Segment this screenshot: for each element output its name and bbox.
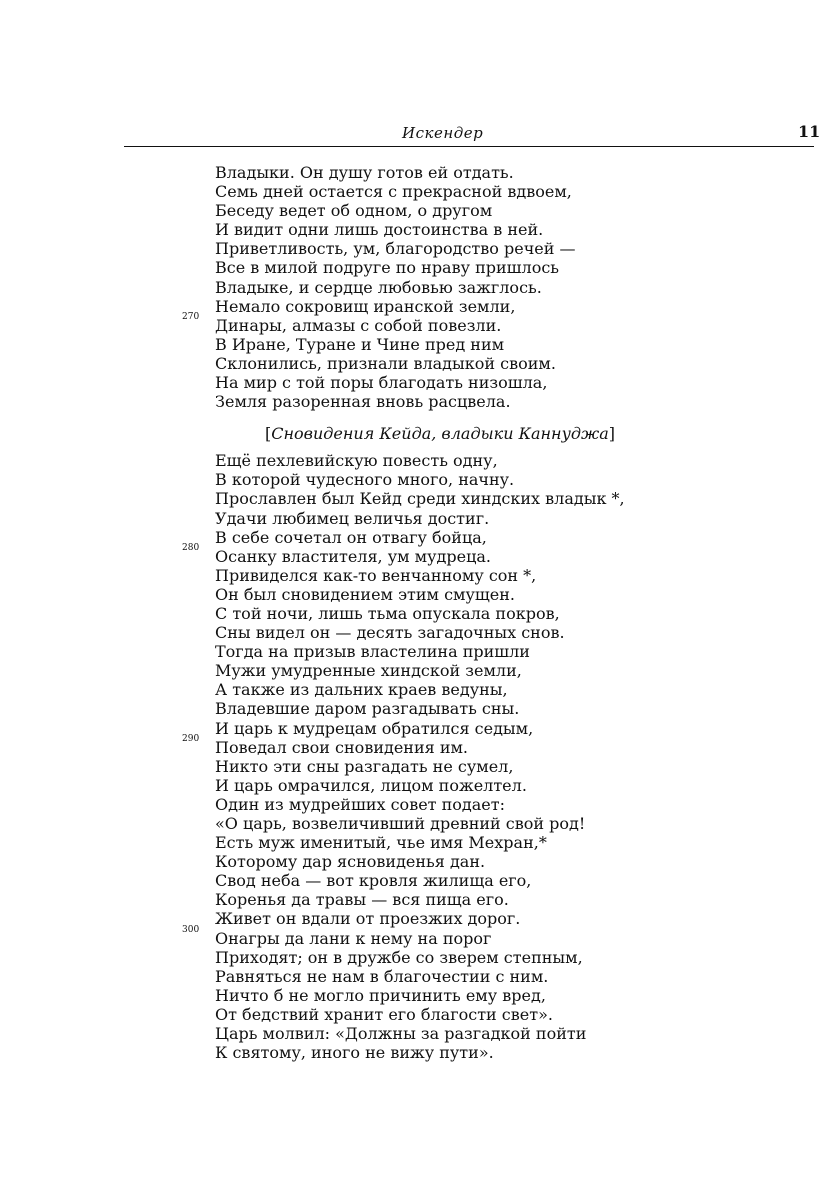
section-heading [215, 411, 775, 451]
verse-line [215, 373, 775, 392]
verse-line [215, 220, 775, 239]
verse-text: Владыки. Он душу готов ей отдать. [215, 163, 514, 182]
line-number: 300 [182, 924, 200, 935]
verse-line [182, 542, 775, 566]
verse-line [215, 335, 775, 354]
verse-line [215, 909, 775, 928]
verse-text: Осанку властителя, ум мудреца. [215, 546, 491, 566]
line-number: 280 [182, 542, 200, 553]
verse-line [215, 890, 775, 909]
verse-line [215, 986, 775, 1005]
header-rule [124, 146, 814, 147]
verse-text: Динары, алмазы с собой повезли. [215, 315, 502, 335]
section-heading-close-bracket: ] [608, 424, 615, 444]
stanza-1 [182, 163, 775, 412]
section-heading-text: Сновидения Кейда, владыки Каннуджа [271, 424, 609, 444]
verse-text: В которой чудесного много, начну. [215, 470, 515, 490]
verse-line [215, 795, 775, 814]
verse-line [215, 258, 775, 277]
verse-text: Никто эти сны разгадать не сумел, [215, 756, 514, 776]
verse-line [215, 623, 775, 642]
verse-text: И видит одни лишь достоинства в ней. [215, 220, 544, 240]
verse-text: Мужи умудренные хиндской земли, [215, 661, 522, 681]
verse-line [215, 1005, 775, 1024]
verse-line [215, 776, 775, 795]
verse-text: Земля разоренная вновь расцвела. [215, 392, 511, 412]
section-heading-open-bracket: [ [265, 424, 272, 444]
running-header-title: Искендер [402, 124, 484, 142]
verse-line [215, 757, 775, 776]
verse-text: Царь молвил: «Должны за разгадкой пойти [215, 1024, 587, 1044]
verse-text: Владевшие даром разгадывать сны. [215, 699, 520, 719]
verse-text: Он был сновидением этим смущен. [215, 584, 515, 604]
verse-text: Семь дней остается с прекрасной вдвоем, [215, 182, 572, 202]
verse-text: «О царь, возвеличивший древний свой род! [215, 814, 586, 833]
verse-text: Все в милой подруге по нраву пришлось [215, 258, 560, 278]
verse-line [215, 354, 775, 373]
verse-line [215, 163, 775, 182]
verse-text: Беседу ведет об одном, о другом [215, 201, 493, 221]
verse-text: Равняться не нам в благочестии с ним. [215, 966, 549, 986]
verse-line [215, 1024, 775, 1043]
verse-text: Удачи любимец величья достиг. [215, 508, 490, 528]
poem-text [182, 163, 775, 1063]
page-number: 11 [798, 122, 821, 141]
verse-text: Ничто б не могло причинить ему вред, [215, 985, 546, 1005]
verse-line [215, 470, 775, 489]
verse-line [182, 733, 775, 757]
verse-line [215, 509, 775, 528]
verse-line [215, 642, 775, 661]
verse-text: Ещё пехлевийскую повесть одну, [215, 451, 498, 471]
verse-line [215, 239, 775, 258]
line-number: 270 [182, 311, 200, 322]
line-number: 290 [182, 733, 200, 744]
verse-text: С той ночи, лишь тьма опускала покров, [215, 603, 560, 623]
verse-line [182, 924, 775, 948]
verse-line [215, 661, 775, 680]
verse-line [215, 948, 775, 967]
verse-text: От бедствий хранит его благости свет». [215, 1004, 553, 1024]
verse-text: На мир с той поры благодать низошла, [215, 373, 548, 393]
verse-text: Приходят; он в дружбе со зверем степным, [215, 947, 583, 967]
verse-text: А также из дальних краев ведуны, [215, 680, 508, 700]
verse-line [215, 566, 775, 585]
verse-text: Коренья да травы — вся пища его. [215, 890, 509, 910]
verse-line [215, 489, 775, 508]
verse-line [215, 528, 775, 547]
verse-line [215, 604, 775, 623]
verse-line [215, 585, 775, 604]
verse-line [215, 451, 775, 470]
verse-text: Привиделся как-то венчанному сон *, [215, 565, 537, 585]
verse-text: Онагры да лани к нему на порог [215, 928, 492, 948]
verse-text: Один из мудрейших совет подает: [215, 794, 505, 814]
verse-line [215, 278, 775, 297]
verse-text: Тогда на призыв властелина пришли [215, 642, 530, 662]
verse-line [215, 182, 775, 201]
verse-line [215, 1043, 775, 1062]
verse-line [215, 833, 775, 852]
verse-text: Владыке, и сердце любовью зажглось. [215, 277, 542, 297]
verse-line [215, 814, 775, 833]
verse-line [215, 297, 775, 316]
verse-text: И царь к мудрецам обратился седым, [215, 718, 534, 738]
verse-text: Которому дар ясновиденья дан. [215, 852, 486, 872]
verse-text: Прославлен был Кейд среди хиндских владык *, [215, 489, 625, 509]
verse-text: В себе сочетал он отвагу бойца, [215, 527, 487, 547]
verse-line [215, 852, 775, 871]
verse-text: Приветливость, ум, благородство речей — [215, 239, 576, 259]
verse-text: К святому, иного не вижу пути». [215, 1043, 494, 1063]
verse-text: Свод неба — вот кровля жилища его, [215, 871, 532, 891]
verse-line [215, 719, 775, 738]
verse-line [215, 871, 775, 890]
verse-text: Есть муж именитый, чье имя Мехран,* [215, 833, 547, 853]
verse-line [215, 680, 775, 699]
stanza-2 [182, 451, 775, 1063]
verse-line [182, 311, 775, 335]
verse-text: В Иране, Туране и Чине пред ним [215, 334, 505, 354]
verse-text: Живет он вдали от проезжих дорог. [215, 909, 521, 929]
verse-text: И царь омрачился, лицом пожелтел. [215, 775, 527, 795]
verse-text: Поведал свои сновидения им. [215, 737, 469, 757]
verse-line [215, 392, 775, 411]
verse-line [215, 699, 775, 718]
verse-text: Склонились, признали владыкой своим. [215, 353, 556, 373]
verse-text: Сны видел он — десять загадочных снов. [215, 623, 565, 643]
verse-line [215, 967, 775, 986]
verse-line [215, 201, 775, 220]
verse-text: Немало сокровищ иранской земли, [215, 296, 516, 316]
